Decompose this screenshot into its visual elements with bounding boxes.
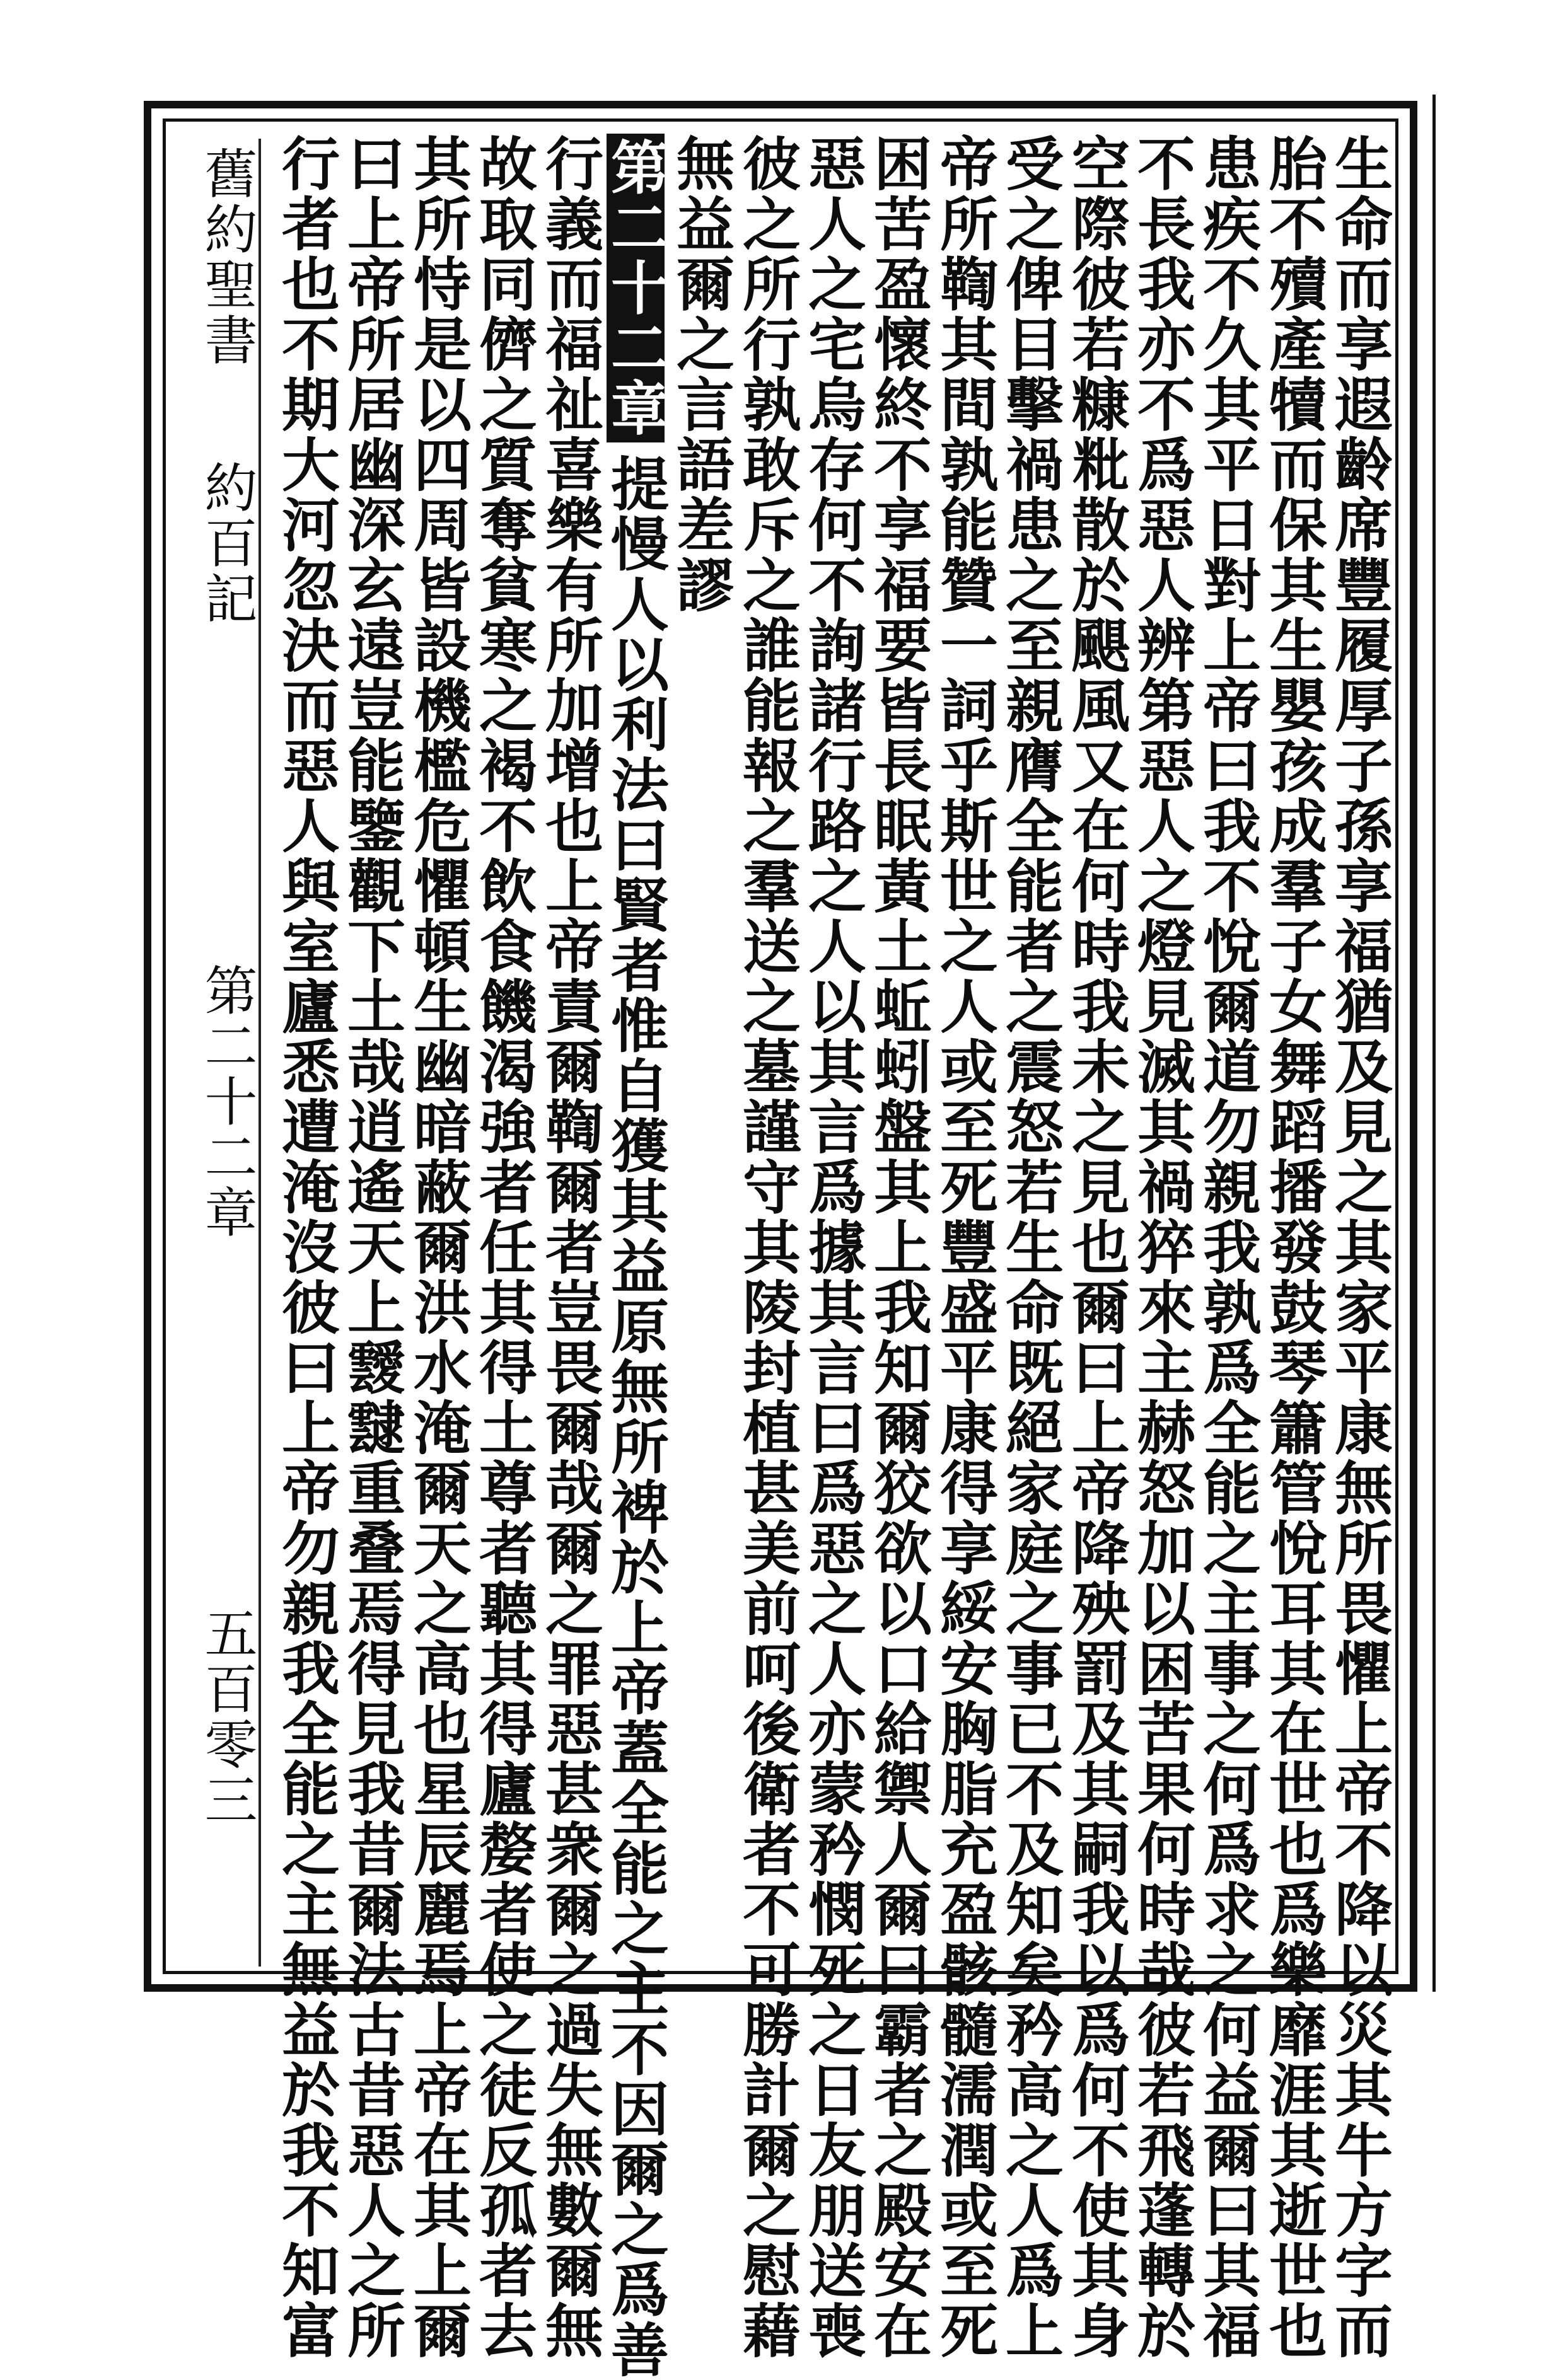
text-column-15: 其所恃是以四周皆設機檻危懼頓生幽暗蔽爾洪水淹爾天之高也星辰麗焉上帝在其上爾 xyxy=(404,134,472,2361)
text-column-13: 行義而福祉喜樂有所加增也上帝責爾鞫爾者豈畏爾哉爾之罪惡甚衆爾之過失無數爾無 xyxy=(536,134,604,2361)
book-title: 舊約聖書 xyxy=(196,146,258,368)
chapter-heading: 第二十二章 xyxy=(196,963,258,1240)
text-column-5: 空際彼若糠粃散於颶風又在何時我未之見也爾曰上帝降殃罰及其嗣我以爲何不使其身 xyxy=(1062,134,1130,2361)
text-column-17: 行者也不期大河忽決而惡人與室廬悉遭淹沒彼曰上帝勿親我全能之主無益於我不知富 xyxy=(272,134,340,2361)
text-column-9: 惡人之宅烏存何不詢諸行路之人以其言爲據其言曰爲惡之人亦蒙矜憫死之日友朋送喪 xyxy=(799,134,867,2361)
text-column-12: 提慢人以利法曰賢者惟自獲其益原無所裨於上帝蓋全能之主不因爾之爲善 xyxy=(601,454,670,2380)
text-column-1: 生命而享遐齡席豐履厚子孫享福猶及見之其家平康無所畏懼上帝不降以災其牛方字而 xyxy=(1325,134,1393,2361)
text-column-6: 受之俾目擊禍患之至親膺全能者之震怒若生命既絕家庭之事已不及知矣矜高之人爲上 xyxy=(996,134,1064,2361)
chapter-marker-label: 第二十二章 xyxy=(607,134,665,442)
text-column-16: 曰上帝所居幽深玄遠豈能鑒觀下土哉逍遙天上靉靆重叠焉得見我昔爾法古昔惡人之所 xyxy=(338,134,406,2361)
text-column-8: 困苦盈懷終不享福要皆長眠黃土蚯蚓盤其上我知爾狡欲以口給禦人爾曰霸者之殿安在 xyxy=(864,134,933,2361)
text-column-14: 故取同儕之質奪貧寒之褐不飲食饑渴強者任其得土尊者聽其得廬嫠者使之徒反孤者去 xyxy=(470,134,538,2361)
text-column-2: 胎不殰產犢而保其生嬰孩成羣子女舞蹈播發鼓琴簫管悅耳其在世也爲樂靡涯其逝世也 xyxy=(1260,134,1328,2361)
text-column-11: 無益爾之言語差謬 xyxy=(667,134,735,615)
chapter-marker xyxy=(601,134,670,442)
text-column-10: 彼之所行孰敢斥之誰能報之羣送之墓謹守其陵封植甚美前呵後衛者不可勝計爾之慰藉 xyxy=(733,134,801,2361)
text-column-4: 不長我亦不爲惡人辨第惡人之燈見滅其禍猝來主赫怒加以困苦果何時哉彼若飛蓬轉於 xyxy=(1128,134,1196,2361)
right-border-rule xyxy=(1432,95,1436,1992)
text-column-7: 帝所鞫其間孰能贊一詞乎斯世之人或至死豐盛平康得享綏安胸脂充盈骸髓濡潤或至死 xyxy=(931,134,999,2361)
text-column-3: 患疾不久其平日對上帝曰我不悅爾道勿親我孰爲全能之主事之何爲求之何益爾曰其福 xyxy=(1194,134,1262,2361)
page-number: 五百零三 xyxy=(196,1606,258,1828)
book-name: 約百記 xyxy=(196,460,258,627)
